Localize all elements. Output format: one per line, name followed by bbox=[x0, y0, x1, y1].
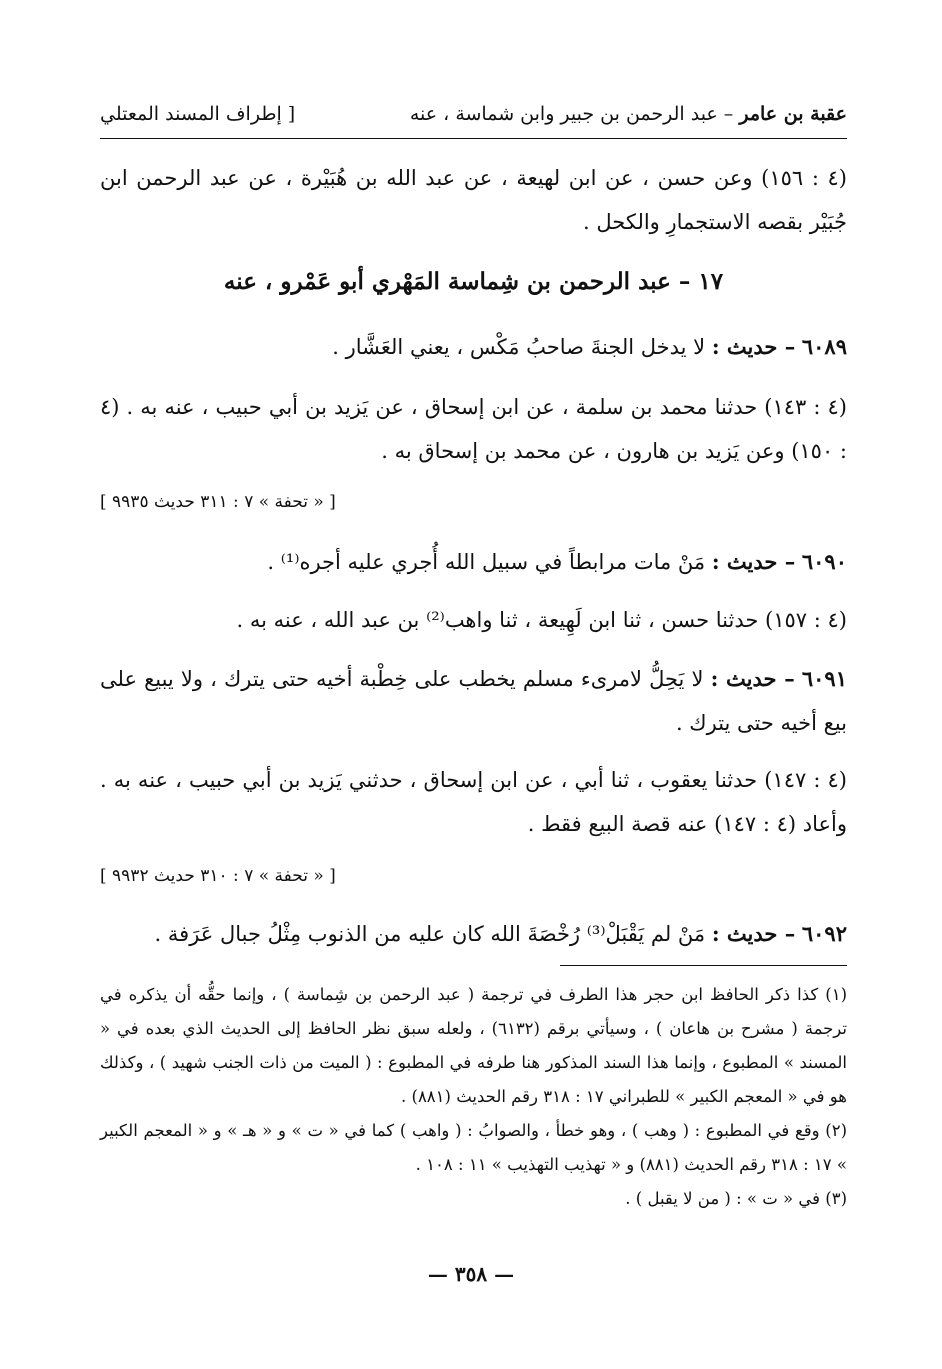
tuhfa-reference: [ « تحفة » ٧ : ٣١٠ حديث ٩٩٣٢ ] bbox=[100, 866, 336, 886]
hadith-text: مَنْ لم يَقْبَلْ⁽³⁾ رُخْصَةَ الله كان عليه من الذنوب مِثْلُ جبال عَرَفة . bbox=[154, 922, 706, 946]
header-narrator: عقبة بن عامر bbox=[739, 103, 847, 125]
hadith-number: ٦٠٨٩ bbox=[801, 334, 847, 359]
footnote-1: (١) كذا ذكر الحافظ ابن حجر هذا الطرف في ترجمة ( عبد الرحمن بن شِماسة ) ، وإنما حقُّه أن يذكره في ترجمة ( مشرح بن هاعان ) ، وسيأتي برقم (٦١٣٢) ، ولعله سبق نظر الحافظ إلى الحديث الذي بعده في « المسند » المطبوع ، وإنما هذا السند المذكور هنا طرفه في المطبوع : ( الميت من ذات الجنب شهيد ) ، وكذلك هو في « المعجم الكبير » للطبراني ١٧ : ٣١٨ رقم الحديث (٨٨١) . bbox=[100, 985, 848, 1106]
footnote-3: (٣) في « ت » : ( من لا يقبل ) . bbox=[625, 1189, 847, 1208]
hadith-text: لا يَحِلُّ لامرىء مسلم يخطب على خِطْبة أخيه حتى يترك ، ولا يبيع على بيع أخيه حتى يترك . bbox=[100, 667, 847, 735]
hadith-label: – حديث : bbox=[711, 921, 796, 946]
header-book-title: [ إطراف المسند المعتلي bbox=[100, 103, 296, 125]
hadith-number: ٦٠٩٠ bbox=[801, 549, 847, 574]
hadith-6090 bbox=[100, 540, 847, 584]
hadith-number: ٦٠٩٢ bbox=[801, 921, 847, 946]
footnotes bbox=[100, 978, 847, 1216]
paragraph-isnad-1: (٤ : ١٥٦) وعن حسن ، عن ابن لهيعة ، عن عبد الله بن هُبَيْرة ، عن عبد الرحمن ابن جُبَيْر بقصه الاستجمارِ والكحل . bbox=[100, 166, 847, 234]
section-title: ١٧ – عبد الرحمن بن شِماسة المَهْري أبو عَمْرو ، عنه bbox=[223, 268, 724, 295]
header-rule bbox=[100, 138, 847, 139]
hadith-label: – حديث : bbox=[711, 334, 796, 359]
hadith-6089 bbox=[100, 325, 847, 369]
hadith-text: مَنْ مات مرابطاً في سبيل الله أُجري عليه أجره⁽¹⁾ . bbox=[267, 550, 706, 574]
footnote-2: (٢) وقع في المطبوع : ( وهب ) ، وهو خطأ ، والصوابُ : ( واهب ) كما في « ت » و « هـ » و « المعجم الكبير » ١٧ : ٣١٨ رقم الحديث (٨٨١) و « تهذيب التهذيب » ١١ : ١٠٨ . bbox=[100, 1121, 847, 1174]
running-header bbox=[100, 96, 847, 132]
hadith-6092 bbox=[100, 912, 847, 956]
footnote-rule bbox=[560, 965, 847, 966]
page-number: — ٣٥٨ — bbox=[427, 1262, 515, 1286]
hadith-6091 bbox=[100, 657, 847, 745]
hadith-label: – حديث : bbox=[710, 666, 795, 691]
hadith-text: لا يدخل الجنةَ صاحبُ مَكْس ، يعني العَشَّار . bbox=[332, 335, 706, 359]
hadith-label: – حديث : bbox=[711, 549, 796, 574]
hadith-number: ٦٠٩١ bbox=[801, 666, 847, 691]
paragraph-isnad-3: (٤ : ١٥٧) حدثنا حسن ، ثنا ابن لَهِيعة ، ثنا واهب⁽²⁾ بن عبد الله ، عنه به . bbox=[236, 608, 847, 632]
tuhfa-reference: [ « تحفة » ٧ : ٣١١ حديث ٩٩٣٥ ] bbox=[100, 492, 336, 512]
paragraph-isnad-2: (٤ : ١٤٣) حدثنا محمد بن سلمة ، عن ابن إسحاق ، عن يَزيد بن أبي حبيب ، عنه به . (٤ : ١٥٠) وعن يَزيد بن هارون ، عن محمد بن إسحاق به . bbox=[100, 395, 847, 463]
header-chain: – عبد الرحمن بن جبير وابن شماسة ، عنه bbox=[409, 103, 734, 125]
paragraph-isnad-4: (٤ : ١٤٧) حدثنا يعقوب ، ثنا أبي ، عن ابن إسحاق ، حدثني يَزيد بن أبي حبيب ، عنه به . وأعاد (٤ : ١٤٧) عنه قصة البيع فقط . bbox=[100, 768, 847, 836]
header-right bbox=[410, 103, 847, 125]
